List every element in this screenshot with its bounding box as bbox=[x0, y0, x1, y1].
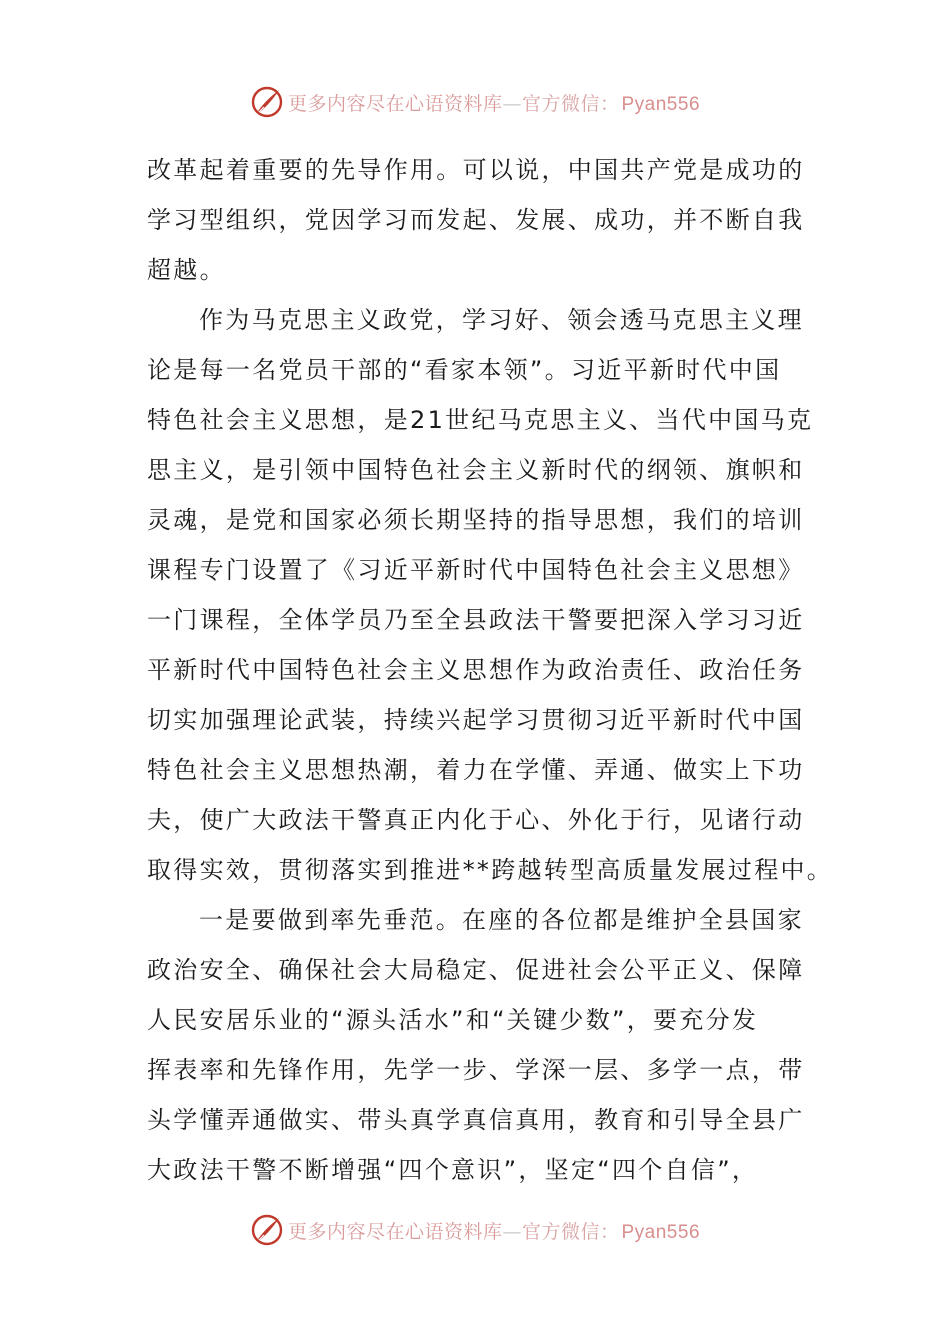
text-line: 论是每一名党员干部的“看家本领”。习近平新时代中国 bbox=[147, 356, 782, 384]
document-body bbox=[147, 145, 834, 1195]
text-line: 改革起着重要的先导作用。可以说，中国共产党是成功的 bbox=[147, 156, 805, 184]
text-line: 特色社会主义思想，是21世纪马克思主义、当代中国马克 bbox=[147, 406, 814, 434]
watermark-wechat-label: 官方微信： bbox=[521, 1220, 620, 1243]
watermark-main: 更多内容尽在心语资料库 bbox=[287, 92, 503, 115]
text-line: 一门课程，全体学员乃至全县政法干警要把深入学习习近 bbox=[147, 606, 805, 634]
watermark-wechat-id: Pyan556 bbox=[621, 1221, 701, 1243]
watermark-separator: — bbox=[502, 92, 522, 115]
quill-logo-icon bbox=[250, 85, 284, 119]
text-line: 挥表率和先锋作用，先学一步、学深一层、多学一点，带 bbox=[147, 1056, 805, 1084]
text-line: 大政法干警不断增强“四个意识”，坚定“四个自信”， bbox=[147, 1156, 759, 1184]
watermark-banner-top bbox=[0, 82, 950, 122]
text-line: 超越。 bbox=[147, 256, 226, 284]
watermark-text bbox=[288, 1217, 700, 1244]
watermark-text bbox=[288, 89, 700, 116]
watermark-separator: — bbox=[502, 1220, 522, 1243]
text-line: 课程专门设置了《习近平新时代中国特色社会主义思想》 bbox=[147, 556, 805, 584]
text-line: 夫，使广大政法干警真正内化于心、外化于行，见诸行动 bbox=[147, 806, 805, 834]
text-line: 学习型组织，党因学习而发起、发展、成功，并不断自我 bbox=[147, 206, 805, 234]
watermark-wechat-label: 官方微信： bbox=[521, 92, 620, 115]
text-line: 头学懂弄通做实、带头真学真信真用，教育和引导全县广 bbox=[147, 1106, 805, 1134]
text-line: 平新时代中国特色社会主义思想作为政治责任、政治任务 bbox=[147, 656, 805, 684]
text-line: 切实加强理论武装，持续兴起学习贯彻习近平新时代中国 bbox=[147, 706, 805, 734]
watermark-banner-bottom bbox=[0, 1210, 950, 1250]
watermark-wechat-id: Pyan556 bbox=[621, 93, 701, 115]
text-line-paragraph-start: 一是要做到率先垂范。在座的各位都是维护全县国家 bbox=[199, 906, 804, 934]
text-line: 灵魂，是党和国家必须长期坚持的指导思想，我们的培训 bbox=[147, 506, 805, 534]
text-line: 特色社会主义思想热潮，着力在学懂、弄通、做实上下功 bbox=[147, 756, 805, 784]
watermark-main: 更多内容尽在心语资料库 bbox=[287, 1220, 503, 1243]
text-line: 政治安全、确保社会大局稳定、促进社会公平正义、保障 bbox=[147, 956, 805, 984]
text-line-paragraph-start: 作为马克思主义政党，学习好、领会透马克思主义理 bbox=[199, 306, 804, 334]
text-line: 思主义，是引领中国特色社会主义新时代的纲领、旗帜和 bbox=[147, 456, 805, 484]
text-line: 取得实效，贯彻落实到推进**跨越转型高质量发展过程中。 bbox=[147, 856, 834, 884]
quill-logo-icon bbox=[250, 1213, 284, 1247]
text-line: 人民安居乐业的“源头活水”和“关键少数”，要充分发 bbox=[147, 1006, 759, 1034]
